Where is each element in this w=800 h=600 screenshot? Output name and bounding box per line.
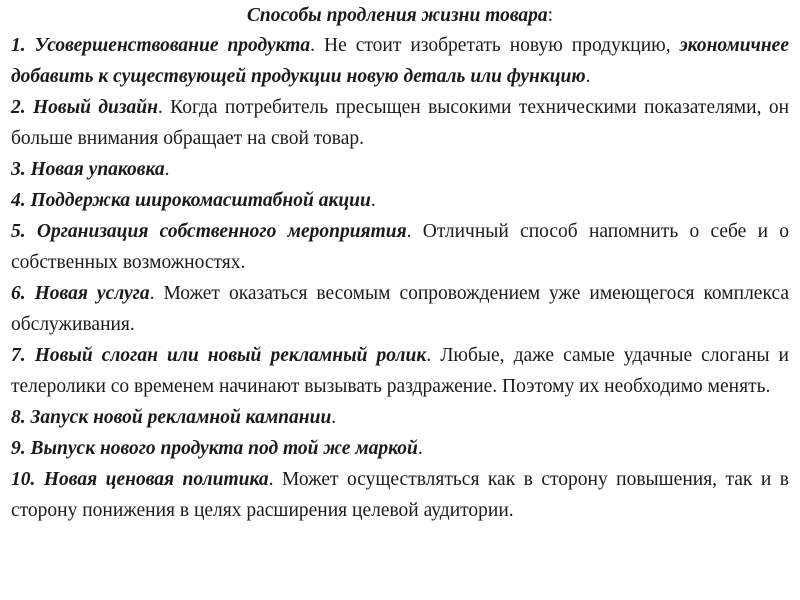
list-item-8 (11, 402, 789, 433)
list-item-1 (11, 30, 789, 92)
item-heading: Выпуск нового продукта под той же маркой (30, 438, 418, 459)
item-heading-tail: экономичнее добавить к существующей продукции новую деталь или функцию (11, 35, 789, 87)
item-separator: . (331, 407, 337, 428)
item-body: Не стоит изобретать новую продукцию, (315, 35, 680, 56)
item-heading: Новый дизайн (33, 97, 158, 118)
item-number: 3. (11, 159, 26, 180)
list-item-2 (11, 92, 789, 154)
item-heading: Новая упаковка (30, 159, 165, 180)
item-body: Любые, даже самые удачные слоганы и телеролики со временем начинают вызывать раздражение. Поэтому их необходимо менять. (11, 345, 789, 397)
item-number: 9. (11, 438, 26, 459)
item-body: Может оказаться весомым сопровождением уже имеющегося комплекса обслуживания. (11, 283, 789, 335)
item-heading: Поддержка широкомасштабной акции (30, 190, 371, 211)
item-number: 4. (11, 190, 26, 211)
list-item-10 (11, 464, 789, 526)
list-item-5 (11, 216, 789, 278)
list-item-9 (11, 433, 789, 464)
item-separator: . (310, 35, 316, 56)
item-heading: Организация собственного мероприятия (36, 221, 407, 242)
item-body: Может осуществляться как в сторону повышения, так и в сторону понижения в целях расширения целевой аудитории. (11, 469, 789, 521)
title-colon: : (547, 5, 554, 26)
item-separator: . (370, 190, 376, 211)
document-title (11, 2, 789, 30)
item-separator: . (157, 97, 163, 118)
item-number: 5. (11, 221, 26, 242)
item-heading: Усовершенствование продукта (34, 35, 311, 56)
item-heading: Запуск новой рекламной кампании (30, 407, 332, 428)
item-number: 1. (11, 35, 26, 56)
list-item-7 (11, 340, 789, 402)
item-separator: . (268, 469, 274, 490)
item-number: 8. (11, 407, 26, 428)
item-separator: . (164, 159, 170, 180)
list-item-3 (11, 154, 789, 185)
title-text: Способы продления жизни товара (246, 5, 548, 26)
item-body: Отличный способ напомнить о себе и о собственных возможностях. (11, 221, 790, 273)
item-end: . (585, 66, 591, 87)
item-heading: Новый слоган или новый рекламный ролик (34, 345, 427, 366)
item-number: 2. (11, 97, 26, 118)
list-item-6 (11, 278, 789, 340)
item-separator: . (426, 345, 432, 366)
item-separator: . (406, 221, 412, 242)
list-item-4 (11, 185, 789, 216)
item-number: 7. (11, 345, 26, 366)
item-separator: . (149, 283, 155, 304)
item-body: Когда потребитель пресыщен высокими техническими показателями, он больше внимания обращает на свой товар. (11, 97, 790, 149)
item-heading: Новая ценовая политика (43, 469, 269, 490)
item-separator: . (417, 438, 423, 459)
item-heading: Новая услуга (34, 283, 150, 304)
item-number: 6. (11, 283, 26, 304)
item-number: 10. (11, 469, 36, 490)
